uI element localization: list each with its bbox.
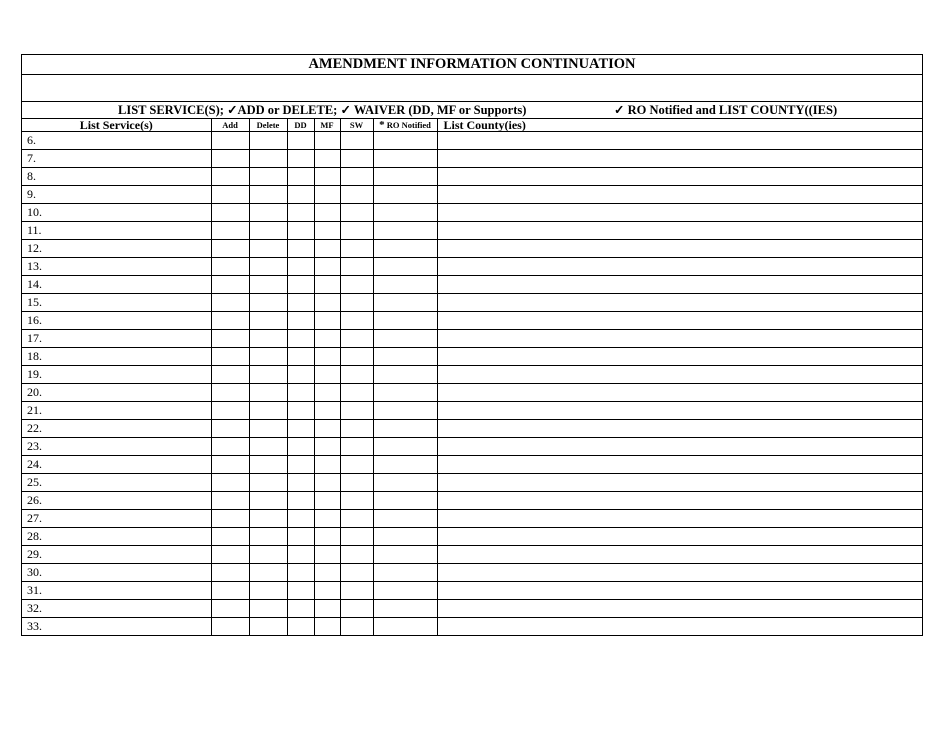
dd-cell[interactable] xyxy=(287,312,314,330)
mf-cell[interactable] xyxy=(314,618,340,636)
table-row xyxy=(22,438,922,456)
county-cell[interactable] xyxy=(437,186,922,204)
dd-cell[interactable] xyxy=(287,492,314,510)
table-row xyxy=(22,456,922,474)
mf-cell[interactable] xyxy=(314,186,340,204)
row-number: 30. xyxy=(22,564,211,582)
add-cell[interactable] xyxy=(211,510,249,528)
dd-cell[interactable] xyxy=(287,330,314,348)
instructions-right: ✓ RO Notified and LIST COUNTY((IES) xyxy=(614,103,838,117)
mf-cell[interactable] xyxy=(314,528,340,546)
col-delete-header: Delete xyxy=(249,119,287,132)
sw-cell[interactable] xyxy=(340,420,373,438)
row-number: 14. xyxy=(22,276,211,294)
add-cell[interactable] xyxy=(211,582,249,600)
ro-cell[interactable] xyxy=(373,420,437,438)
sw-cell[interactable] xyxy=(340,384,373,402)
ro-cell[interactable] xyxy=(373,348,437,366)
ro-star: * xyxy=(379,119,385,131)
row-number: 19. xyxy=(22,366,211,384)
delete-cell[interactable] xyxy=(249,150,287,168)
table-row xyxy=(22,186,922,204)
county-cell[interactable] xyxy=(437,168,922,186)
table-row xyxy=(22,618,922,636)
table-row xyxy=(22,546,922,564)
add-cell[interactable] xyxy=(211,222,249,240)
amendment-form xyxy=(21,54,923,636)
row-number: 15. xyxy=(22,294,211,312)
table-row xyxy=(22,402,922,420)
county-cell[interactable] xyxy=(437,564,922,582)
row-number: 23. xyxy=(22,438,211,456)
row-number: 28. xyxy=(22,528,211,546)
dd-cell[interactable] xyxy=(287,564,314,582)
dd-cell[interactable] xyxy=(287,438,314,456)
county-cell[interactable] xyxy=(437,258,922,276)
delete-cell[interactable] xyxy=(249,168,287,186)
sw-cell[interactable] xyxy=(340,330,373,348)
mf-cell[interactable] xyxy=(314,348,340,366)
delete-cell[interactable] xyxy=(249,240,287,258)
delete-cell[interactable] xyxy=(249,492,287,510)
add-cell[interactable] xyxy=(211,168,249,186)
add-cell[interactable] xyxy=(211,186,249,204)
mf-cell[interactable] xyxy=(314,258,340,276)
mf-cell[interactable] xyxy=(314,384,340,402)
sw-cell[interactable] xyxy=(340,474,373,492)
add-cell[interactable] xyxy=(211,204,249,222)
mf-cell[interactable] xyxy=(314,492,340,510)
dd-cell[interactable] xyxy=(287,186,314,204)
county-cell[interactable] xyxy=(437,474,922,492)
county-cell[interactable] xyxy=(437,384,922,402)
ro-cell[interactable] xyxy=(373,204,437,222)
mf-cell[interactable] xyxy=(314,564,340,582)
table-row xyxy=(22,474,922,492)
delete-cell[interactable] xyxy=(249,438,287,456)
county-cell[interactable] xyxy=(437,420,922,438)
ro-cell[interactable] xyxy=(373,312,437,330)
col-service-header: List Service(s) xyxy=(79,118,153,132)
col-ro-header xyxy=(373,119,437,132)
ro-cell[interactable] xyxy=(373,384,437,402)
ro-cell[interactable] xyxy=(373,582,437,600)
mf-cell[interactable] xyxy=(314,546,340,564)
row-number: 17. xyxy=(22,330,211,348)
delete-cell[interactable] xyxy=(249,528,287,546)
add-cell[interactable] xyxy=(211,618,249,636)
add-cell[interactable] xyxy=(211,384,249,402)
table-row xyxy=(22,258,922,276)
dd-cell[interactable] xyxy=(287,168,314,186)
mf-cell[interactable] xyxy=(314,402,340,420)
delete-cell[interactable] xyxy=(249,564,287,582)
table-row xyxy=(22,150,922,168)
dd-cell[interactable] xyxy=(287,294,314,312)
delete-cell[interactable] xyxy=(249,510,287,528)
add-cell[interactable] xyxy=(211,600,249,618)
table-row xyxy=(22,420,922,438)
ro-cell[interactable] xyxy=(373,366,437,384)
row-number: 26. xyxy=(22,492,211,510)
mf-cell[interactable] xyxy=(314,582,340,600)
add-cell[interactable] xyxy=(211,330,249,348)
dd-cell[interactable] xyxy=(287,150,314,168)
delete-cell[interactable] xyxy=(249,222,287,240)
mf-cell[interactable] xyxy=(314,474,340,492)
table-row xyxy=(22,582,922,600)
ro-cell[interactable] xyxy=(373,132,437,150)
table-row xyxy=(22,222,922,240)
row-number: 10. xyxy=(22,204,211,222)
dd-cell[interactable] xyxy=(287,348,314,366)
county-cell[interactable] xyxy=(437,402,922,420)
dd-cell[interactable] xyxy=(287,402,314,420)
delete-cell[interactable] xyxy=(249,402,287,420)
delete-cell[interactable] xyxy=(249,618,287,636)
services-table xyxy=(22,119,922,635)
mf-cell[interactable] xyxy=(314,366,340,384)
row-number: 32. xyxy=(22,600,211,618)
county-cell[interactable] xyxy=(437,456,922,474)
row-number: 22. xyxy=(22,420,211,438)
table-row xyxy=(22,492,922,510)
ro-cell[interactable] xyxy=(373,168,437,186)
sw-cell[interactable] xyxy=(340,132,373,150)
add-cell[interactable] xyxy=(211,546,249,564)
mf-cell[interactable] xyxy=(314,312,340,330)
delete-cell[interactable] xyxy=(249,582,287,600)
sw-cell[interactable] xyxy=(340,348,373,366)
ro-cell[interactable] xyxy=(373,186,437,204)
dd-cell[interactable] xyxy=(287,582,314,600)
add-cell[interactable] xyxy=(211,492,249,510)
table-row xyxy=(22,132,922,150)
row-number: 21. xyxy=(22,402,211,420)
add-cell[interactable] xyxy=(211,150,249,168)
mf-cell[interactable] xyxy=(314,240,340,258)
row-number: 31. xyxy=(22,582,211,600)
mf-cell[interactable] xyxy=(314,456,340,474)
ro-cell[interactable] xyxy=(373,546,437,564)
table-row xyxy=(22,600,922,618)
delete-cell[interactable] xyxy=(249,384,287,402)
table-row xyxy=(22,330,922,348)
county-cell[interactable] xyxy=(437,348,922,366)
row-number: 24. xyxy=(22,456,211,474)
add-cell[interactable] xyxy=(211,528,249,546)
county-cell[interactable] xyxy=(437,222,922,240)
dd-cell[interactable] xyxy=(287,240,314,258)
county-cell[interactable] xyxy=(437,150,922,168)
ro-cell[interactable] xyxy=(373,402,437,420)
sw-cell[interactable] xyxy=(340,402,373,420)
table-row xyxy=(22,348,922,366)
row-number: 12. xyxy=(22,240,211,258)
county-cell[interactable] xyxy=(437,582,922,600)
table-row xyxy=(22,564,922,582)
dd-cell[interactable] xyxy=(287,456,314,474)
dd-cell[interactable] xyxy=(287,258,314,276)
table-row xyxy=(22,312,922,330)
sw-cell[interactable] xyxy=(340,492,373,510)
sw-cell[interactable] xyxy=(340,294,373,312)
table-row xyxy=(22,168,922,186)
row-number: 9. xyxy=(22,186,211,204)
mf-cell[interactable] xyxy=(314,420,340,438)
header-row xyxy=(22,119,922,132)
county-cell[interactable] xyxy=(437,600,922,618)
ro-cell[interactable] xyxy=(373,528,437,546)
dd-cell[interactable] xyxy=(287,420,314,438)
sw-cell[interactable] xyxy=(340,240,373,258)
sw-cell[interactable] xyxy=(340,204,373,222)
add-cell[interactable] xyxy=(211,564,249,582)
ro-cell[interactable] xyxy=(373,474,437,492)
dd-cell[interactable] xyxy=(287,528,314,546)
col-dd-header: DD xyxy=(287,119,314,132)
ro-cell[interactable] xyxy=(373,600,437,618)
sw-cell[interactable] xyxy=(340,618,373,636)
col-sw-header: SW xyxy=(340,119,373,132)
sw-cell[interactable] xyxy=(340,564,373,582)
dd-cell[interactable] xyxy=(287,132,314,150)
add-cell[interactable] xyxy=(211,258,249,276)
sw-cell[interactable] xyxy=(340,276,373,294)
add-cell[interactable] xyxy=(211,420,249,438)
dd-cell[interactable] xyxy=(287,546,314,564)
sw-cell[interactable] xyxy=(340,546,373,564)
ro-cell[interactable] xyxy=(373,510,437,528)
dd-cell[interactable] xyxy=(287,276,314,294)
ro-cell[interactable] xyxy=(373,438,437,456)
ro-cell[interactable] xyxy=(373,258,437,276)
add-cell[interactable] xyxy=(211,276,249,294)
sw-cell[interactable] xyxy=(340,222,373,240)
county-cell[interactable] xyxy=(437,546,922,564)
row-number: 13. xyxy=(22,258,211,276)
ro-cell[interactable] xyxy=(373,456,437,474)
ro-cell[interactable] xyxy=(373,492,437,510)
county-cell[interactable] xyxy=(437,618,922,636)
delete-cell[interactable] xyxy=(249,546,287,564)
ro-cell[interactable] xyxy=(373,276,437,294)
row-number: 7. xyxy=(22,150,211,168)
sw-cell[interactable] xyxy=(340,510,373,528)
ro-cell[interactable] xyxy=(373,150,437,168)
delete-cell[interactable] xyxy=(249,348,287,366)
add-cell[interactable] xyxy=(211,438,249,456)
sw-cell[interactable] xyxy=(340,366,373,384)
sw-cell[interactable] xyxy=(340,582,373,600)
table-row xyxy=(22,204,922,222)
county-cell[interactable] xyxy=(437,330,922,348)
delete-cell[interactable] xyxy=(249,276,287,294)
mf-cell[interactable] xyxy=(314,330,340,348)
row-number: 11. xyxy=(22,222,211,240)
sw-cell[interactable] xyxy=(340,456,373,474)
mf-cell[interactable] xyxy=(314,150,340,168)
add-cell[interactable] xyxy=(211,312,249,330)
county-cell[interactable] xyxy=(437,528,922,546)
add-cell[interactable] xyxy=(211,474,249,492)
delete-cell[interactable] xyxy=(249,366,287,384)
table-row xyxy=(22,384,922,402)
sw-cell[interactable] xyxy=(340,438,373,456)
table-row xyxy=(22,528,922,546)
mf-cell[interactable] xyxy=(314,222,340,240)
delete-cell[interactable] xyxy=(249,600,287,618)
mf-cell[interactable] xyxy=(314,438,340,456)
sw-cell[interactable] xyxy=(340,600,373,618)
county-cell[interactable] xyxy=(437,510,922,528)
add-cell[interactable] xyxy=(211,294,249,312)
row-number: 16. xyxy=(22,312,211,330)
table-row xyxy=(22,510,922,528)
mf-cell[interactable] xyxy=(314,132,340,150)
row-number: 18. xyxy=(22,348,211,366)
row-number: 33. xyxy=(22,618,211,636)
sw-cell[interactable] xyxy=(340,258,373,276)
form-title: AMENDMENT INFORMATION CONTINUATION xyxy=(22,55,922,75)
county-cell[interactable] xyxy=(437,204,922,222)
delete-cell[interactable] xyxy=(249,456,287,474)
col-mf-header: MF xyxy=(314,119,340,132)
row-number: 27. xyxy=(22,510,211,528)
instructions-row xyxy=(22,102,922,119)
county-cell[interactable] xyxy=(437,294,922,312)
mf-cell[interactable] xyxy=(314,510,340,528)
table-row xyxy=(22,366,922,384)
blank-row xyxy=(22,75,922,102)
county-cell[interactable] xyxy=(437,366,922,384)
row-number: 6. xyxy=(22,132,211,150)
row-number: 29. xyxy=(22,546,211,564)
county-cell[interactable] xyxy=(437,132,922,150)
sw-cell[interactable] xyxy=(340,528,373,546)
delete-cell[interactable] xyxy=(249,186,287,204)
sw-cell[interactable] xyxy=(340,312,373,330)
county-cell[interactable] xyxy=(437,276,922,294)
county-cell[interactable] xyxy=(437,492,922,510)
add-cell[interactable] xyxy=(211,456,249,474)
delete-cell[interactable] xyxy=(249,330,287,348)
sw-cell[interactable] xyxy=(340,150,373,168)
county-cell[interactable] xyxy=(437,312,922,330)
ro-cell[interactable] xyxy=(373,330,437,348)
add-cell[interactable] xyxy=(211,402,249,420)
add-cell[interactable] xyxy=(211,240,249,258)
row-number: 25. xyxy=(22,474,211,492)
row-number: 8. xyxy=(22,168,211,186)
instructions-left: LIST SERVICE(S); ✓ADD or DELETE; ✓ WAIVER (DD, MF or Supports) xyxy=(118,103,527,117)
mf-cell[interactable] xyxy=(314,204,340,222)
dd-cell[interactable] xyxy=(287,222,314,240)
ro-label: RO Notified xyxy=(386,120,431,130)
mf-cell[interactable] xyxy=(314,600,340,618)
dd-cell[interactable] xyxy=(287,618,314,636)
county-cell[interactable] xyxy=(437,438,922,456)
dd-cell[interactable] xyxy=(287,600,314,618)
dd-cell[interactable] xyxy=(287,474,314,492)
delete-cell[interactable] xyxy=(249,294,287,312)
delete-cell[interactable] xyxy=(249,474,287,492)
sw-cell[interactable] xyxy=(340,168,373,186)
ro-cell[interactable] xyxy=(373,564,437,582)
add-cell[interactable] xyxy=(211,132,249,150)
delete-cell[interactable] xyxy=(249,312,287,330)
ro-cell[interactable] xyxy=(373,618,437,636)
dd-cell[interactable] xyxy=(287,204,314,222)
mf-cell[interactable] xyxy=(314,168,340,186)
row-number: 20. xyxy=(22,384,211,402)
delete-cell[interactable] xyxy=(249,420,287,438)
add-cell[interactable] xyxy=(211,366,249,384)
ro-cell[interactable] xyxy=(373,222,437,240)
ro-cell[interactable] xyxy=(373,294,437,312)
sw-cell[interactable] xyxy=(340,186,373,204)
col-add-header: Add xyxy=(211,119,249,132)
delete-cell[interactable] xyxy=(249,132,287,150)
add-cell[interactable] xyxy=(211,348,249,366)
delete-cell[interactable] xyxy=(249,204,287,222)
table-row xyxy=(22,240,922,258)
county-cell[interactable] xyxy=(437,240,922,258)
mf-cell[interactable] xyxy=(314,276,340,294)
table-row xyxy=(22,294,922,312)
table-row xyxy=(22,276,922,294)
ro-cell[interactable] xyxy=(373,240,437,258)
mf-cell[interactable] xyxy=(314,294,340,312)
delete-cell[interactable] xyxy=(249,258,287,276)
dd-cell[interactable] xyxy=(287,366,314,384)
dd-cell[interactable] xyxy=(287,384,314,402)
col-county-header: List County(ies) xyxy=(437,119,922,132)
dd-cell[interactable] xyxy=(287,510,314,528)
